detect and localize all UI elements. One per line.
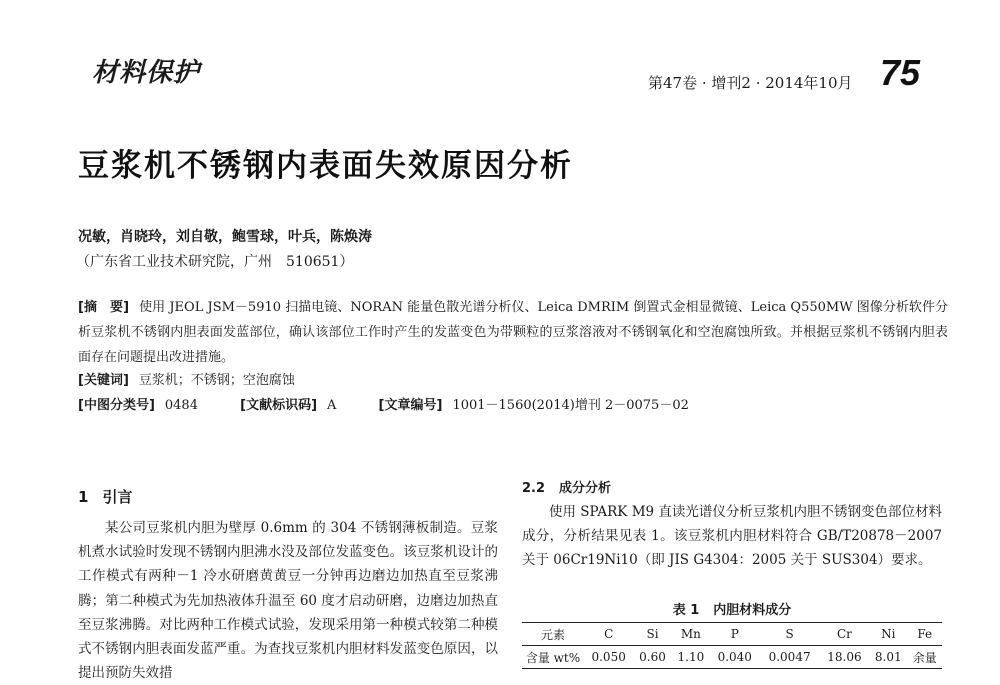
section-2-2-body: 使用 SPARK M9 直读光谱仪分析豆浆机内胆不锈钢变色部位材料成分，分析结果见表 1。该豆浆机内胆材料符合 GB/T20878－2007 关于 06Cr19Ni10（即 JIS G4304：2005 关于 SUS304）要求。 (522, 504, 942, 569)
keywords (78, 369, 295, 388)
section-1-body: 某公司豆浆机内胆为壁厚 0.6mm 的 304 不锈钢薄板制造。豆浆机煮水试验时发现不锈钢内胆沸水没及部位发蓝变色。该豆浆机设计的工作模式有两种－1 冷水研磨黄黄豆一分钟再边磨边加热直至豆浆沸腾；第二种模式为先加热液体升温至 60 度才启动研磨，边磨边加热直至豆浆沸腾。对比两种工作模式试验，发现采用第一种模式较第二种模式不锈钢内胆表面发蓝严重。为查找豆浆机内胆材料发蓝变色原因，以提出预防失效措 (78, 520, 498, 682)
doc-code-item (240, 398, 336, 413)
table-1-title: 内胆材料成分 (713, 603, 792, 618)
table-cell: 0.60 (639, 650, 666, 664)
table-header-cell: C (604, 627, 614, 641)
table-header-cell: Ni (881, 627, 896, 641)
journal-logo: 材料保护 (92, 58, 201, 88)
clc-item (78, 398, 198, 413)
doc-code-value: A (327, 398, 337, 413)
table-cell: 1.10 (677, 650, 705, 664)
abstract (78, 295, 948, 370)
clc-value: 0484 (164, 398, 198, 413)
table-cell: 18.06 (827, 650, 862, 664)
table-header-cell: Fe (917, 627, 933, 641)
table-cell: 8.01 (874, 650, 902, 664)
issue-info: 第47卷 · 增刊2 · 2014年10月 (648, 74, 853, 92)
table-header-cell: P (730, 627, 739, 641)
article-no-item (379, 398, 689, 413)
composition-table (522, 622, 942, 669)
table-cell: 0.040 (717, 650, 752, 664)
keywords-label: [关键词] (78, 373, 129, 388)
table-cell: 0.0047 (768, 650, 811, 664)
table-1-caption (522, 599, 942, 618)
table-cell: 余量 (912, 650, 937, 665)
authors: 况敏，肖晓玲，刘自敬，鲍雪球，叶兵，陈焕涛 (78, 229, 372, 245)
section-1-heading (78, 486, 132, 507)
page-number: 75 (880, 52, 921, 93)
section-2-2-heading (522, 477, 611, 496)
doc-code-label: [文献标识码] (240, 398, 318, 413)
table-header-row (522, 623, 942, 646)
abstract-label: [摘 要] (78, 300, 130, 315)
table-header-cell: 元素 (540, 627, 565, 642)
classification-line (78, 394, 958, 413)
article-no-value: 1001－1560(2014)增刊 2－0075－02 (452, 398, 689, 413)
clc-label: [中图分类号] (78, 398, 155, 413)
table-header-cell: Si (646, 627, 659, 641)
table-header-cell: Cr (836, 627, 852, 641)
table-1-number: 表 1 (672, 603, 700, 618)
table-row (522, 646, 942, 669)
table-header-cell: S (785, 627, 794, 641)
table-cell: 0.050 (591, 650, 626, 664)
section-1-number: 1 (78, 488, 89, 506)
table-header-cell: Mn (680, 627, 701, 641)
section-2-2-title: 成分分析 (559, 481, 612, 496)
section-1-title: 引言 (102, 488, 133, 506)
abstract-text: 使用 JEOL JSM－5910 扫描电镜、NORAN 能量色散光谱分析仪、Leica DMRIM 倒置式金相显微镜、Leica Q550MW 图像分析软件分析豆浆机不锈钢内胆表面发蓝部位，确认该部位工作时产生的发蓝变色为带颗粒的豆浆溶液对不锈钢氧化和空泡腐蚀所致。并根据豆浆机不锈钢内胆表面存在问题提出改进措施。 (78, 300, 948, 365)
table-cell: 含量 wt% (525, 650, 581, 665)
keywords-text: 豆浆机；不锈钢；空泡腐蚀 (138, 373, 295, 388)
affiliation: （广东省工业技术研究院，广州 510651） (76, 254, 354, 270)
article-no-label: [文章编号] (378, 398, 443, 413)
article-title: 豆浆机不锈钢内表面失效原因分析 (78, 148, 573, 184)
section-2-2-number: 2.2 (522, 481, 546, 496)
